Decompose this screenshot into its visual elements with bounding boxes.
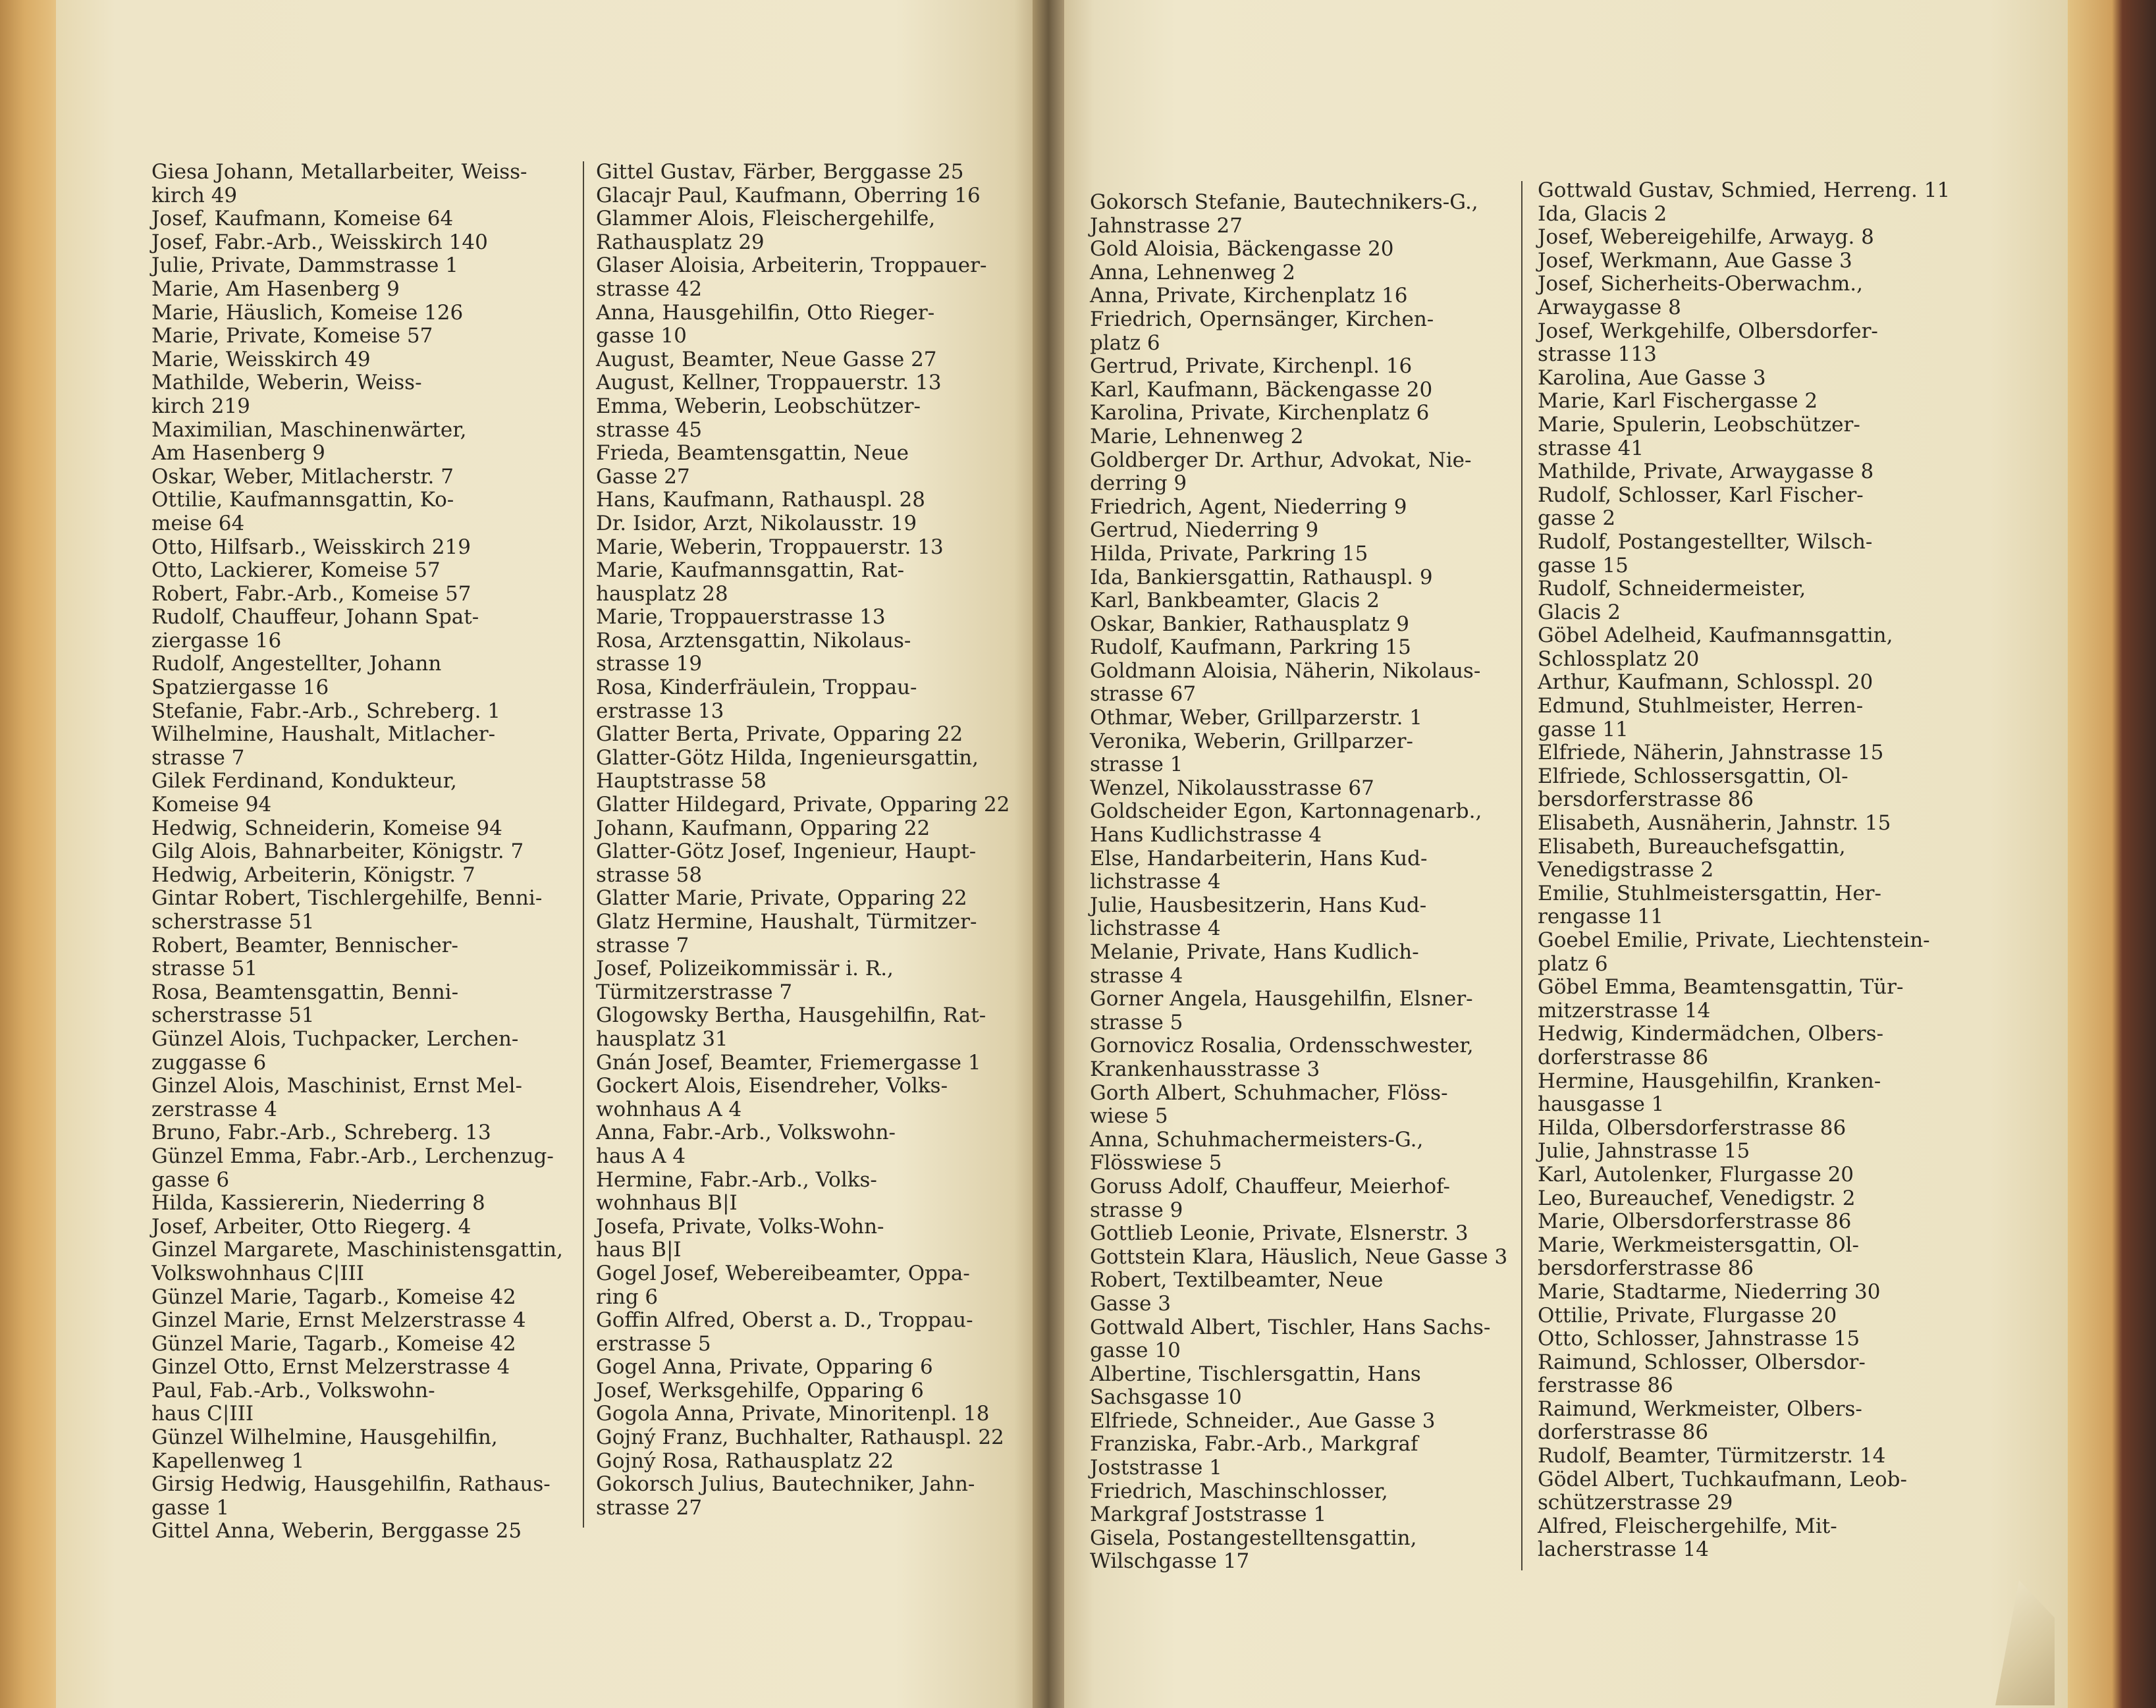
directory-entry-line: Paul, Fab.-Arb., Volkswohn- [151, 1378, 435, 1402]
directory-entry-line: Komeise 94 [151, 793, 272, 817]
directory-entry-line: Raimund, Schlosser, Olbersdor- [1538, 1350, 1866, 1374]
directory-entry-line: Maximilian, Maschinenwärter, [151, 417, 467, 442]
directory-entry-line: Anna, Fabr.-Arb., Volkswohn- [596, 1121, 896, 1145]
directory-entry-line: Otto, Hilfsarb., Weisskirch 219 [151, 535, 471, 559]
directory-entry-line: Gertrud, Niederring 9 [1090, 518, 1319, 543]
directory-entry-line: Anna, Hausgehilfin, Otto Rieger- [596, 300, 935, 325]
directory-entry-line: kirch 219 [151, 394, 250, 418]
directory-entry-line: Markgraf Joststrasse 1 [1090, 1503, 1327, 1527]
directory-entry-line: kirch 49 [151, 183, 238, 207]
directory-entry-line: Göbel Adelheid, Kaufmannsgattin, [1538, 624, 1893, 648]
directory-entry-line: Gilek Ferdinand, Kondukteur, [151, 769, 457, 793]
directory-entry-line: strasse 58 [596, 863, 703, 887]
directory-entry-line: Wilhelmine, Haushalt, Mitlacher- [151, 722, 496, 747]
directory-entry-line: Arwaygasse 8 [1538, 295, 1681, 319]
directory-entry-line: haus B|I [596, 1238, 682, 1262]
directory-entry-line: Glatter-Götz Hilda, Ingenieursgattin, [596, 745, 979, 770]
directory-entry-line: mitzerstrasse 14 [1538, 998, 1711, 1023]
directory-entry-line: Gilg Alois, Bahnarbeiter, Königstr. 7 [151, 840, 524, 864]
directory-entry-line: zuggasse 6 [151, 1050, 267, 1075]
directory-entry-line: Gogel Anna, Private, Opparing 6 [596, 1355, 933, 1379]
directory-entry-line: Marie, Am Hasenberg 9 [151, 277, 400, 301]
directory-entry-line: strasse 9 [1090, 1198, 1183, 1222]
directory-entry-line: Goldberger Dr. Arthur, Advokat, Nie- [1090, 448, 1472, 472]
directory-entry-line: Josef, Kaufmann, Komeise 64 [151, 207, 454, 231]
directory-entry-line: strasse 27 [596, 1495, 703, 1520]
directory-entry-line: August, Beamter, Neue Gasse 27 [596, 347, 937, 371]
directory-entry-line: Karolina, Private, Kirchenplatz 6 [1090, 401, 1430, 425]
directory-entry-line: Goldscheider Egon, Kartonnagenarb., [1090, 799, 1482, 824]
directory-entry-line: Girsig Hedwig, Hausgehilfin, Rathaus- [151, 1472, 551, 1497]
directory-entry-line: Marie, Weisskirch 49 [151, 347, 371, 371]
directory-entry-line: erstrasse 13 [596, 699, 724, 723]
directory-entry-line: Ottilie, Kaufmannsgattin, Ko- [151, 488, 454, 512]
directory-entry-line: Gottwald Albert, Tischler, Hans Sachs- [1090, 1315, 1491, 1339]
directory-entry-line: Rudolf, Chauffeur, Johann Spat- [151, 605, 479, 629]
directory-entry-line: Gasse 27 [596, 464, 690, 489]
directory-entry-line: Else, Handarbeiterin, Hans Kud- [1090, 846, 1428, 870]
directory-entry-line: Glogowsky Bertha, Hausgehilfin, Rat- [596, 1003, 986, 1028]
directory-entry-line: Joststrasse 1 [1090, 1456, 1222, 1480]
directory-entry-line: strasse 113 [1538, 342, 1657, 367]
directory-entry-line: Dr. Isidor, Arzt, Nikolausstr. 19 [596, 511, 917, 535]
directory-entry-line: strasse 1 [1090, 753, 1183, 777]
right-page-column-2 [1538, 179, 1966, 1562]
directory-entry-line: Edmund, Stuhlmeister, Herren- [1538, 694, 1864, 718]
directory-entry-line: August, Kellner, Troppauerstr. 13 [596, 371, 942, 395]
directory-entry-line: gasse 6 [151, 1167, 230, 1192]
directory-entry-line: Kapellenweg 1 [151, 1449, 305, 1473]
directory-entry-line: Marie, Olbersdorferstrasse 86 [1538, 1210, 1852, 1234]
directory-entry-line: Josef, Polizeikommissär i. R., [596, 957, 894, 981]
directory-entry-line: Günzel Wilhelmine, Hausgehilfin, [151, 1426, 498, 1450]
directory-entry-line: strasse 5 [1090, 1010, 1183, 1034]
directory-entry-line: Oskar, Bankier, Rathausplatz 9 [1090, 612, 1410, 636]
directory-entry-line: gasse 11 [1538, 717, 1629, 741]
directory-entry-line: ferstrasse 86 [1538, 1374, 1673, 1398]
directory-entry-line: Goruss Adolf, Chauffeur, Meierhof- [1090, 1174, 1450, 1198]
directory-entry-line: Hauptstrasse 58 [596, 769, 767, 793]
directory-entry-line: Ida, Bankiersgattin, Rathauspl. 9 [1090, 565, 1433, 589]
directory-entry-line: lacherstrasse 14 [1538, 1537, 1710, 1562]
directory-entry-line: gasse 15 [1538, 553, 1629, 577]
directory-entry-line: Johann, Kaufmann, Opparing 22 [596, 816, 930, 840]
directory-entry-line: Ginzel Marie, Ernst Melzerstrasse 4 [151, 1308, 526, 1333]
directory-entry-line: Flösswiese 5 [1090, 1151, 1222, 1175]
directory-entry-line: Venedigstrasse 2 [1538, 858, 1714, 882]
directory-entry-line: Ida, Glacis 2 [1538, 201, 1667, 226]
directory-entry-line: Giesa Johann, Metallarbeiter, Weiss- [151, 160, 527, 184]
directory-entry-line: Josef, Arbeiter, Otto Riegerg. 4 [151, 1214, 472, 1239]
directory-entry-line: Rathausplatz 29 [596, 230, 765, 254]
directory-entry-line: Marie, Häuslich, Komeise 126 [151, 300, 464, 325]
directory-entry-line: Robert, Beamter, Bennischer- [151, 933, 458, 957]
directory-entry-line: Gockert Alois, Eisendreher, Volks- [596, 1074, 948, 1098]
directory-entry-line: Günzel Emma, Fabr.-Arb., Lerchenzug- [151, 1144, 554, 1168]
directory-entry-line: Goldmann Aloisia, Näherin, Nikolaus- [1090, 658, 1481, 683]
directory-entry-line: Mathilde, Private, Arwaygasse 8 [1538, 460, 1874, 484]
directory-entry-line: Türmitzerstrasse 7 [596, 980, 793, 1004]
directory-entry-line: Hilda, Olbersdorferstrasse 86 [1538, 1115, 1846, 1140]
directory-entry-line: Rosa, Beamtensgattin, Benni- [151, 980, 459, 1004]
directory-entry-line: Julie, Hausbesitzerin, Hans Kud- [1090, 893, 1427, 917]
directory-entry-line: schützerstrasse 29 [1538, 1491, 1733, 1515]
directory-entry-line: platz 6 [1538, 951, 1608, 976]
directory-entry-line: Elisabeth, Ausnäherin, Jahnstr. 15 [1538, 811, 1891, 836]
directory-entry-line: bersdorferstrasse 86 [1538, 787, 1754, 812]
directory-entry-line: Gojný Franz, Buchhalter, Rathauspl. 22 [596, 1426, 1004, 1450]
directory-entry-line: strasse 42 [596, 277, 703, 301]
directory-entry-line: Leo, Bureauchef, Venedigstr. 2 [1538, 1186, 1856, 1210]
directory-entry-line: Julie, Jahnstrasse 15 [1538, 1139, 1750, 1163]
directory-entry-line: Hilda, Private, Parkring 15 [1090, 541, 1368, 566]
directory-entry-line: Volkswohnhaus C|III [151, 1261, 365, 1285]
directory-entry-line: dorferstrasse 86 [1538, 1420, 1709, 1445]
directory-entry-line: Hans, Kaufmann, Rathauspl. 28 [596, 488, 925, 512]
directory-entry-line: Oskar, Weber, Mitlacherstr. 7 [151, 464, 454, 489]
directory-entry-line: gasse 1 [151, 1495, 230, 1520]
directory-entry-line: Rudolf, Postangestellter, Wilsch- [1538, 529, 1873, 554]
directory-entry-line: Stefanie, Fabr.-Arb., Schreberg. 1 [151, 699, 501, 723]
directory-entry-line: Otto, Schlosser, Jahnstrasse 15 [1538, 1327, 1860, 1351]
directory-entry-line: strasse 7 [151, 745, 245, 770]
directory-entry-line: wohnhaus B|I [596, 1191, 738, 1215]
directory-entry-line: Mathilde, Weberin, Weiss- [151, 371, 422, 395]
directory-entry-line: Gnán Josef, Beamter, Friemergasse 1 [596, 1050, 981, 1075]
directory-entry-line: Rudolf, Angestellter, Johann [151, 652, 442, 676]
directory-entry-line: Albertine, Tischlersgattin, Hans [1090, 1362, 1421, 1386]
directory-entry-line: ziergasse 16 [151, 628, 282, 653]
directory-entry-line: Josef, Sicherheits-Oberwachm., [1538, 272, 1864, 296]
directory-entry-line: Josefa, Private, Volks-Wohn- [596, 1214, 884, 1239]
directory-entry-line: Gertrud, Private, Kirchenpl. 16 [1090, 354, 1413, 379]
directory-entry-line: Wilschgasse 17 [1090, 1549, 1250, 1574]
directory-entry-line: Josef, Webereigehilfe, Arwayg. 8 [1538, 225, 1874, 250]
directory-entry-line: Marie, Lehnenweg 2 [1090, 424, 1304, 448]
right-page-column-1 [1090, 191, 1518, 1574]
directory-entry-line: Gottstein Klara, Häuslich, Neue Gasse 3 [1090, 1244, 1508, 1269]
directory-entry-line: Ginzel Margarete, Maschinistensgattin, [151, 1238, 563, 1262]
directory-entry-line: bersdorferstrasse 86 [1538, 1256, 1754, 1281]
directory-entry-line: Arthur, Kaufmann, Schlosspl. 20 [1538, 670, 1873, 695]
directory-entry-line: Günzel Marie, Tagarb., Komeise 42 [151, 1331, 516, 1356]
directory-entry-line: Günzel Marie, Tagarb., Komeise 42 [151, 1285, 516, 1309]
directory-entry-line: Schlossplatz 20 [1538, 647, 1700, 671]
directory-entry-line: Othmar, Weber, Grillparzerstr. 1 [1090, 706, 1423, 730]
left-page-column-1 [151, 161, 573, 1543]
directory-entry-line: lichstrasse 4 [1090, 870, 1221, 894]
directory-entry-line: Gottlieb Leonie, Private, Elsnerstr. 3 [1090, 1221, 1469, 1246]
directory-entry-line: Rudolf, Kaufmann, Parkring 15 [1090, 635, 1411, 660]
directory-entry-line: haus A 4 [596, 1144, 686, 1168]
directory-entry-line: Alfred, Fleischergehilfe, Mit- [1538, 1514, 1837, 1538]
directory-entry-line: Rosa, Arztensgattin, Nikolaus- [596, 628, 911, 653]
directory-entry-line: gasse 10 [1090, 1339, 1181, 1363]
directory-entry-line: haus C|III [151, 1402, 254, 1426]
directory-entry-line: lichstrasse 4 [1090, 917, 1221, 941]
directory-entry-line: Robert, Textilbeamter, Neue [1090, 1268, 1384, 1293]
directory-entry-line: Glatter Berta, Private, Opparing 22 [596, 722, 963, 747]
directory-entry-line: gasse 2 [1538, 506, 1616, 531]
directory-entry-line: Rosa, Kinderfräulein, Troppau- [596, 676, 917, 700]
directory-entry-line: Marie, Spulerin, Leobschützer- [1538, 412, 1860, 437]
directory-entry-line: erstrasse 5 [596, 1331, 711, 1356]
directory-entry-line: Melanie, Private, Hans Kudlich- [1090, 940, 1419, 964]
directory-entry-line: rengasse 11 [1538, 905, 1663, 929]
directory-entry-line: Gogel Josef, Webereibeamter, Oppa- [596, 1261, 970, 1285]
left-page-column-divider [583, 161, 584, 1528]
directory-entry-line: Karl, Bankbeamter, Glacis 2 [1090, 589, 1380, 613]
directory-entry-line: scherstrasse 51 [151, 1003, 315, 1028]
directory-entry-line: meise 64 [151, 511, 245, 535]
directory-entry-line: Gottwald Gustav, Schmied, Herreng. 11 [1538, 178, 1951, 202]
directory-entry-line: Marie, Weberin, Troppauerstr. 13 [596, 535, 944, 559]
directory-entry-line: Josef, Fabr.-Arb., Weisskirch 140 [151, 230, 488, 254]
directory-entry-line: Gokorsch Julius, Bautechniker, Jahn- [596, 1472, 975, 1497]
directory-entry-line: Hilda, Kassiererin, Niederring 8 [151, 1191, 485, 1215]
book-edge-left [0, 0, 63, 1708]
directory-entry-line: wohnhaus A 4 [596, 1097, 742, 1121]
directory-entry-line: Raimund, Werkmeister, Olbers- [1538, 1397, 1862, 1421]
directory-entry-line: Gisela, Postangestelltensgattin, [1090, 1526, 1417, 1550]
directory-entry-line: Gintar Robert, Tischlergehilfe, Benni- [151, 886, 543, 911]
directory-entry-line: Rudolf, Beamter, Türmitzerstr. 14 [1538, 1444, 1886, 1468]
directory-entry-line: strasse 4 [1090, 963, 1183, 988]
directory-entry-line: Gittel Anna, Weberin, Berggasse 25 [151, 1519, 522, 1543]
directory-entry-line: Gokorsch Stefanie, Bautechnikers-G., [1090, 190, 1478, 214]
directory-entry-line: Gold Aloisia, Bäckengasse 20 [1090, 237, 1394, 261]
directory-entry-line: ring 6 [596, 1285, 659, 1309]
directory-entry-line: Elfriede, Schlossersgattin, Ol- [1538, 764, 1848, 788]
directory-entry-line: Hedwig, Schneiderin, Komeise 94 [151, 816, 502, 840]
directory-entry-line: Robert, Fabr.-Arb., Komeise 57 [151, 581, 472, 606]
directory-entry-line: Bruno, Fabr.-Arb., Schreberg. 13 [151, 1121, 491, 1145]
directory-entry-line: Marie, Private, Komeise 57 [151, 324, 433, 348]
directory-entry-line: Friedrich, Maschinschlosser, [1090, 1479, 1388, 1503]
directory-entry-line: zerstrasse 4 [151, 1097, 277, 1121]
directory-entry-line: strasse 41 [1538, 436, 1644, 460]
directory-entry-line: Friedrich, Opernsänger, Kirchen- [1090, 307, 1434, 331]
directory-entry-line: Hermine, Fabr.-Arb., Volks- [596, 1167, 877, 1192]
directory-entry-line: Ottilie, Private, Flurgasse 20 [1538, 1303, 1837, 1327]
book-edge-right [2068, 0, 2156, 1708]
directory-entry-line: Rudolf, Schneidermeister, [1538, 577, 1806, 601]
directory-entry-line: Gogola Anna, Private, Minoritenpl. 18 [596, 1402, 990, 1426]
directory-entry-line: Elfriede, Schneider., Aue Gasse 3 [1090, 1408, 1436, 1433]
directory-entry-line: Ginzel Otto, Ernst Melzerstrasse 4 [151, 1355, 510, 1379]
directory-entry-line: Marie, Kaufmannsgattin, Rat- [596, 558, 905, 583]
directory-entry-line: Goebel Emilie, Private, Liechtenstein- [1538, 928, 1930, 952]
directory-entry-line: derring 9 [1090, 471, 1187, 496]
directory-entry-line: Marie, Stadtarme, Niederring 30 [1538, 1279, 1881, 1304]
directory-entry-line: Marie, Werkmeistersgattin, Ol- [1538, 1233, 1860, 1257]
directory-entry-line: Anna, Private, Kirchenplatz 16 [1090, 284, 1408, 308]
directory-entry-line: Gorth Albert, Schuhmacher, Flöss- [1090, 1081, 1448, 1105]
directory-entry-line: hausgasse 1 [1538, 1092, 1665, 1117]
directory-entry-line: Günzel Alois, Tuchpacker, Lerchen- [151, 1027, 519, 1051]
directory-entry-line: Karolina, Aue Gasse 3 [1538, 365, 1766, 390]
directory-entry-line: Sachsgasse 10 [1090, 1385, 1242, 1410]
directory-entry-line: wiese 5 [1090, 1104, 1168, 1129]
directory-entry-line: Glacajr Paul, Kaufmann, Oberring 16 [596, 183, 981, 207]
directory-entry-line: Emilie, Stuhlmeistersgattin, Her- [1538, 881, 1881, 905]
directory-entry-line: Glatter-Götz Josef, Ingenieur, Haupt- [596, 840, 977, 864]
directory-entry-line: Gasse 3 [1090, 1291, 1171, 1316]
directory-entry-line: scherstrasse 51 [151, 910, 315, 934]
directory-entry-line: Veronika, Weberin, Grillparzer- [1090, 729, 1413, 753]
directory-entry-line: Anna, Lehnenweg 2 [1090, 260, 1295, 284]
directory-entry-line: Josef, Werkmann, Aue Gasse 3 [1538, 248, 1852, 273]
directory-entry-line: Glatter Marie, Private, Opparing 22 [596, 886, 967, 911]
directory-entry-line: Gojný Rosa, Rathausplatz 22 [596, 1449, 894, 1473]
directory-entry-line: strasse 45 [596, 417, 703, 442]
directory-entry-line: Am Hasenberg 9 [151, 441, 325, 466]
directory-entry-line: Glacis 2 [1538, 600, 1621, 624]
directory-entry-line: Franziska, Fabr.-Arb., Markgraf [1090, 1432, 1418, 1456]
directory-entry-line: Jahnstrasse 27 [1090, 213, 1243, 238]
directory-entry-line: hausplatz 28 [596, 581, 728, 606]
directory-entry-line: Frieda, Beamtensgattin, Neue [596, 441, 909, 466]
directory-entry-line: Glaser Aloisia, Arbeiterin, Troppauer- [596, 254, 987, 278]
directory-entry-line: Marie, Karl Fischergasse 2 [1538, 389, 1818, 414]
directory-entry-line: Göbel Emma, Beamtensgattin, Tür- [1538, 975, 1904, 1000]
directory-entry-line: Rudolf, Schlosser, Karl Fischer- [1538, 483, 1864, 507]
directory-entry-line: Hedwig, Arbeiterin, Königstr. 7 [151, 863, 475, 887]
right-page-column-divider [1521, 181, 1523, 1570]
directory-entry-line: Elisabeth, Bureauchefsgattin, [1538, 834, 1846, 859]
directory-entry-line: Emma, Weberin, Leobschützer- [596, 394, 921, 418]
directory-entry-line: Gornovicz Rosalia, Ordensschwester, [1090, 1034, 1474, 1058]
directory-entry-line: Spatziergasse 16 [151, 676, 329, 700]
directory-entry-line: strasse 51 [151, 957, 258, 981]
directory-entry-line: Friedrich, Agent, Niederring 9 [1090, 494, 1407, 519]
directory-entry-line: Hans Kudlichstrasse 4 [1090, 823, 1322, 847]
directory-entry-line: Gorner Angela, Hausgehilfin, Elsner- [1090, 987, 1473, 1011]
directory-entry-line: Glatter Hildegard, Private, Opparing 22 [596, 793, 1010, 817]
directory-entry-line: Glatz Hermine, Haushalt, Türmitzer- [596, 910, 977, 934]
left-page-column-2 [596, 161, 1017, 1520]
directory-entry-line: Julie, Private, Dammstrasse 1 [151, 254, 458, 278]
directory-entry-line: Josef, Werkgehilfe, Olbersdorfer- [1538, 319, 1878, 343]
directory-entry-line: Josef, Werksgehilfe, Opparing 6 [596, 1378, 924, 1402]
directory-entry-line: Hedwig, Kindermädchen, Olbers- [1538, 1022, 1884, 1046]
directory-entry-line: Gittel Gustav, Färber, Berggasse 25 [596, 160, 964, 184]
book-gutter [1033, 0, 1064, 1708]
directory-entry-line: strasse 19 [596, 652, 703, 676]
directory-entry-line: Anna, Schuhmachermeisters-G., [1090, 1127, 1424, 1152]
directory-entry-line: Goffin Alfred, Oberst a. D., Troppau- [596, 1308, 973, 1333]
directory-entry-line: Ginzel Alois, Maschinist, Ernst Mel- [151, 1074, 523, 1098]
directory-entry-line: Krankenhausstrasse 3 [1090, 1057, 1320, 1081]
directory-entry-line: dorferstrasse 86 [1538, 1045, 1709, 1069]
directory-entry-line: Hermine, Hausgehilfin, Kranken- [1538, 1069, 1881, 1093]
directory-entry-line: Karl, Autolenker, Flurgasse 20 [1538, 1162, 1854, 1187]
directory-entry-line: strasse 67 [1090, 682, 1197, 707]
directory-entry-line: Marie, Troppauerstrasse 13 [596, 605, 886, 629]
directory-entry-line: Wenzel, Nikolausstrasse 67 [1090, 776, 1374, 800]
directory-entry-line: hausplatz 31 [596, 1027, 728, 1051]
directory-entry-line: platz 6 [1090, 331, 1160, 355]
directory-entry-line: Elfriede, Näherin, Jahnstrasse 15 [1538, 741, 1884, 765]
directory-entry-line: Glammer Alois, Fleischergehilfe, [596, 207, 936, 231]
directory-entry-line: strasse 7 [596, 933, 689, 957]
directory-entry-line: Otto, Lackierer, Komeise 57 [151, 558, 441, 583]
directory-entry-line: Karl, Kaufmann, Bäckengasse 20 [1090, 377, 1433, 402]
directory-entry-line: Gödel Albert, Tuchkaufmann, Leob- [1538, 1467, 1907, 1491]
directory-entry-line: gasse 10 [596, 324, 687, 348]
